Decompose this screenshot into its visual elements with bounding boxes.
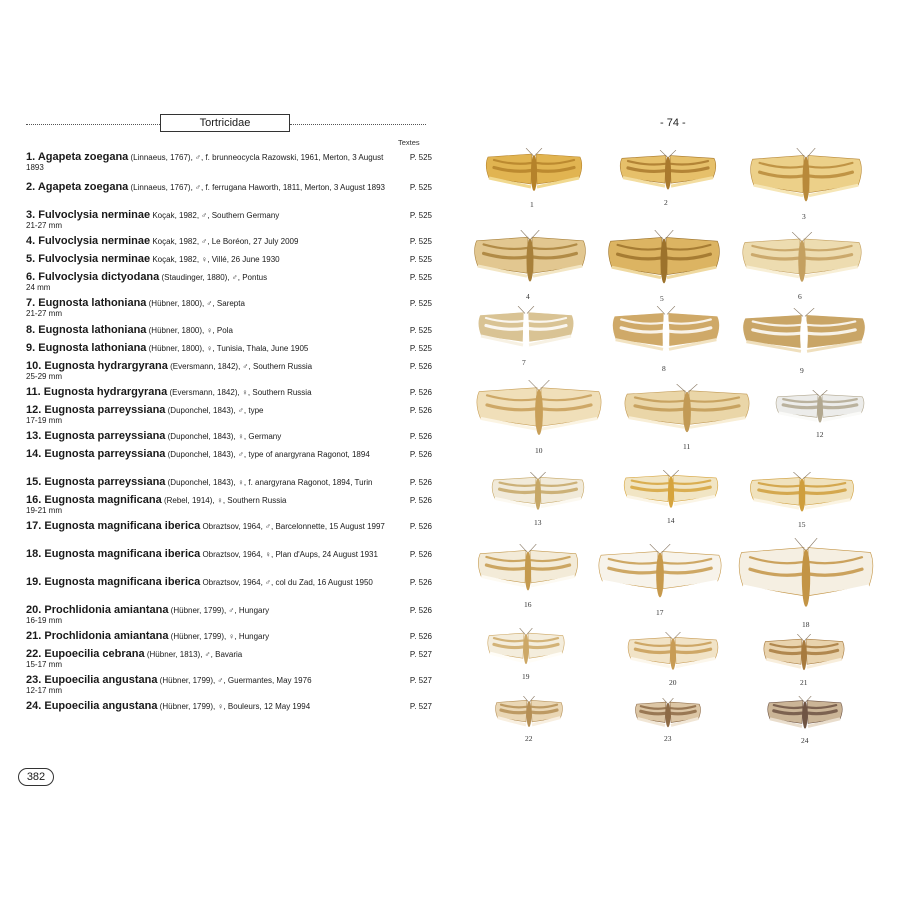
specimen-number: 1 xyxy=(530,200,534,209)
wingspan-text: 25-29 mm xyxy=(26,372,63,381)
entry-details: (Eversmann, 1842), ♀, Southern Russia xyxy=(167,388,312,397)
species-name: Eugnosta parreyssiana xyxy=(44,448,166,460)
entry-text xyxy=(26,449,392,460)
species-name: Eugnosta magnificana iberica xyxy=(44,548,201,560)
specimen-number: 6 xyxy=(798,292,802,301)
species-entry xyxy=(26,343,432,361)
moth-body xyxy=(535,478,541,510)
species-entry xyxy=(26,577,432,605)
entry-details: Koçak, 1982, ♂, Le Boréon, 27 July 2009 xyxy=(150,237,299,246)
moth-body xyxy=(527,238,534,281)
moth-image xyxy=(748,472,856,518)
entry-text xyxy=(26,236,392,247)
page-reference: P. 526 xyxy=(409,406,432,415)
page-reference: P. 525 xyxy=(409,273,432,282)
specimen-number: 17 xyxy=(656,608,664,617)
entry-number: 14. xyxy=(26,448,45,460)
species-name: Agapeta zoegana xyxy=(37,151,129,163)
entry-number: 3. xyxy=(26,209,39,221)
entry-text xyxy=(26,649,392,660)
moth-body xyxy=(799,478,805,511)
moth-specimen xyxy=(622,384,752,454)
species-name: Eugnosta hydrargyrana xyxy=(44,360,168,372)
specimen-number: 3 xyxy=(802,212,806,221)
specimen-number: 14 xyxy=(667,516,675,525)
page-reference: P. 525 xyxy=(409,211,432,220)
moth-body xyxy=(531,155,537,191)
page-reference: P. 526 xyxy=(409,478,432,487)
moth-specimen xyxy=(736,538,876,632)
specimen-number: 7 xyxy=(522,358,526,367)
wingspan-text: 19-21 mm xyxy=(26,506,63,515)
moth-image xyxy=(626,632,720,676)
wingspan-text: 16-19 mm xyxy=(26,616,63,625)
wingspan-text: 24 mm xyxy=(26,283,51,292)
entry-text xyxy=(26,605,392,616)
species-entry xyxy=(26,431,432,449)
moth-body xyxy=(798,240,805,282)
page-reference: P. 525 xyxy=(409,153,432,162)
entry-text xyxy=(26,675,392,686)
moth-body xyxy=(803,701,808,728)
species-name: Eugnosta lathoniana xyxy=(38,297,147,309)
species-entry xyxy=(26,405,432,431)
entry-details: (Linnaeus, 1767), ♂, f. ferrugana Haworth, 1811, Merton, 3 August 1893 xyxy=(128,183,385,192)
species-entry xyxy=(26,495,432,521)
moth-body xyxy=(817,395,823,422)
species-name: Eupoecilia angustana xyxy=(44,700,158,712)
specimen-number: 21 xyxy=(800,678,808,687)
moth-specimen xyxy=(774,390,866,442)
moth-body xyxy=(803,157,810,202)
entry-number: 22. xyxy=(26,648,45,660)
moth-specimen xyxy=(606,230,722,306)
moth-image xyxy=(610,306,722,362)
species-entry xyxy=(26,605,432,631)
moth-specimen xyxy=(486,628,566,684)
entry-details: Koçak, 1982, ♀, Villé, 26 June 1930 xyxy=(150,255,280,264)
entry-text xyxy=(26,254,392,265)
entry-number: 17. xyxy=(26,520,45,532)
species-name: Eugnosta magnificana iberica xyxy=(44,520,201,532)
moth-image xyxy=(740,232,864,290)
moth-image xyxy=(486,628,566,670)
moth-image xyxy=(634,698,702,732)
species-entry xyxy=(26,298,432,325)
moth-specimen xyxy=(490,472,586,530)
entry-number: 19. xyxy=(26,576,45,588)
entry-details: (Hübner, 1813), ♂, Bavaria xyxy=(144,650,243,659)
entry-text xyxy=(26,210,392,221)
entry-text xyxy=(26,549,392,560)
entry-details: (Rebel, 1914), ♀, Southern Russia xyxy=(161,496,287,505)
wingspan-text: 17-19 mm xyxy=(26,416,63,425)
entry-details: (Hübner, 1800), ♀, Pola xyxy=(146,326,233,335)
specimen-number: 5 xyxy=(660,294,664,303)
species-name: Prochlidonia amiantana xyxy=(44,604,169,616)
species-entry xyxy=(26,210,432,236)
moth-image xyxy=(774,390,866,428)
page-number: 382 xyxy=(18,768,54,786)
page-reference: P. 525 xyxy=(409,237,432,246)
species-entry xyxy=(26,521,432,549)
species-entry xyxy=(26,272,432,298)
moth-body xyxy=(666,703,671,727)
entry-number: 1. xyxy=(26,151,38,163)
specimen-number: 15 xyxy=(798,520,806,529)
wingspan-text: 21-27 mm xyxy=(26,221,63,230)
moth-body xyxy=(527,701,532,727)
entry-number: 9. xyxy=(26,342,39,354)
page-reference: P. 525 xyxy=(409,344,432,353)
entry-details: (Duponchel, 1843), ♀, Germany xyxy=(165,432,282,441)
entry-text xyxy=(26,182,392,193)
wingspan-text: 15-17 mm xyxy=(26,660,63,669)
entry-text xyxy=(26,405,392,416)
species-name: Eupoecilia cebrana xyxy=(44,648,145,660)
species-entry xyxy=(26,649,432,675)
entry-details: (Hübner, 1800), ♀, Tunisia, Thala, June 1905 xyxy=(146,344,309,353)
moth-image xyxy=(476,544,580,598)
entry-number: 16. xyxy=(26,494,45,506)
entry-number: 10. xyxy=(26,360,45,372)
moth-image xyxy=(618,150,718,196)
entry-number: 8. xyxy=(26,324,39,336)
entry-number: 24. xyxy=(26,700,45,712)
moth-specimen xyxy=(766,696,844,748)
plate-page xyxy=(450,0,900,900)
entry-details: (Hübner, 1799), ♂, Guermantes, May 1976 xyxy=(157,676,312,685)
entry-text xyxy=(26,521,392,532)
moth-specimen xyxy=(484,148,584,212)
page-reference: P. 526 xyxy=(409,550,432,559)
moth-specimen xyxy=(596,544,724,620)
page-reference: P. 526 xyxy=(409,450,432,459)
specimen-number: 4 xyxy=(526,292,530,301)
specimen-number: 24 xyxy=(801,736,809,745)
species-name: Eugnosta parreyssiana xyxy=(44,404,166,416)
entry-details: (Duponchel, 1843), ♂, type of anargyrana Ragonot, 1894 xyxy=(165,450,370,459)
page-reference: P. 526 xyxy=(409,362,432,371)
moth-image xyxy=(490,472,586,516)
dotted-rule-right xyxy=(290,124,426,125)
specimen-number: 8 xyxy=(662,364,666,373)
moth-body xyxy=(668,476,674,508)
species-name: Fulvoclysia nerminae xyxy=(38,235,151,247)
entry-number: 23. xyxy=(26,674,45,686)
species-entry xyxy=(26,549,432,577)
moth-body xyxy=(661,239,668,284)
specimen-number: 10 xyxy=(535,446,543,455)
entry-number: 13. xyxy=(26,430,45,442)
moth-image xyxy=(736,538,876,618)
moth-specimen xyxy=(476,306,576,370)
page-reference: P. 526 xyxy=(409,388,432,397)
page-reference: P. 525 xyxy=(409,299,432,308)
moth-specimen xyxy=(622,470,720,528)
species-name: Eupoecilia angustana xyxy=(44,674,158,686)
species-entry xyxy=(26,449,432,477)
moth-image xyxy=(596,544,724,606)
entry-details: (Duponchel, 1843), ♂, type xyxy=(165,406,264,415)
moth-body xyxy=(535,389,543,435)
moth-image xyxy=(606,230,722,292)
entry-text xyxy=(26,701,392,712)
entry-text xyxy=(26,495,392,506)
page-reference: P. 526 xyxy=(409,632,432,641)
column-header-textes: Textes xyxy=(398,138,420,147)
entry-text xyxy=(26,361,392,372)
species-name: Eugnosta lathoniana xyxy=(38,324,147,336)
moth-image xyxy=(740,308,868,364)
page-reference: P. 525 xyxy=(409,183,432,192)
entry-details: Obraztsov, 1964, ♂, col du Zad, 16 August 1950 xyxy=(200,578,373,587)
dotted-rule-left xyxy=(26,124,160,125)
entry-text xyxy=(26,577,392,588)
specimen-number: 19 xyxy=(522,672,530,681)
moth-image xyxy=(622,470,720,514)
entry-details: Obraztsov, 1964, ♂, Barcelonnette, 15 August 1997 xyxy=(200,522,385,531)
entry-number: 5. xyxy=(26,253,39,265)
page-reference: P. 526 xyxy=(409,522,432,531)
entry-details: (Duponchel, 1843), ♀, f. anargyrana Ragonot, 1894, Turin xyxy=(165,478,373,487)
moth-image xyxy=(762,634,846,676)
entry-details: (Hübner, 1799), ♀, Bouleurs, 12 May 1994 xyxy=(157,702,311,711)
moth-image xyxy=(622,384,752,440)
entry-text xyxy=(26,387,392,398)
page-reference: P. 527 xyxy=(409,702,432,711)
entry-text xyxy=(26,152,392,173)
species-entry xyxy=(26,361,432,387)
moth-body xyxy=(801,640,806,670)
moth-body xyxy=(525,552,531,591)
specimen-number: 20 xyxy=(669,678,677,687)
moth-image xyxy=(472,230,588,290)
moth-specimen xyxy=(476,544,580,612)
specimen-number: 11 xyxy=(683,442,691,451)
moth-specimen xyxy=(748,472,856,532)
moth-specimen xyxy=(762,634,846,690)
species-entry xyxy=(26,236,432,254)
page-reference: P. 525 xyxy=(409,255,432,264)
entry-text xyxy=(26,272,392,283)
species-name: Agapeta zoegana xyxy=(37,181,129,193)
species-name: Eugnosta parreyssiana xyxy=(44,476,166,488)
specimen-number: 9 xyxy=(800,366,804,375)
moth-body xyxy=(802,549,810,607)
moth-body xyxy=(523,313,529,349)
family-label-box: Tortricidae xyxy=(160,114,290,132)
species-name: Fulvoclysia nerminae xyxy=(38,209,151,221)
species-entry xyxy=(26,387,432,405)
moth-body xyxy=(800,316,808,356)
specimen-number: 18 xyxy=(802,620,810,629)
entry-details: (Hübner, 1800), ♂, Sarepta xyxy=(146,299,245,308)
entry-number: 21. xyxy=(26,630,45,642)
species-list xyxy=(26,152,432,719)
specimen-number: 2 xyxy=(664,198,668,207)
moth-body xyxy=(656,553,664,598)
moth-specimen xyxy=(634,698,702,746)
moth-specimen xyxy=(748,148,864,224)
moth-image xyxy=(494,696,564,732)
moth-specimen xyxy=(618,150,718,210)
entry-number: 15. xyxy=(26,476,45,488)
moth-image xyxy=(476,306,576,356)
left-page xyxy=(0,0,440,900)
page-reference: P. 526 xyxy=(409,496,432,505)
species-entry xyxy=(26,701,432,719)
entry-details: (Linnaeus, 1767), ♂, f. brunneocycla Razowski, 1961, Merton, 3 August 1893 xyxy=(26,153,384,172)
entry-number: 6. xyxy=(26,271,39,283)
entry-number: 18. xyxy=(26,548,45,560)
entry-number: 7. xyxy=(26,297,39,309)
plate-number: - 74 - xyxy=(660,117,686,129)
specimen-number: 13 xyxy=(534,518,542,527)
moth-specimen xyxy=(610,306,722,376)
entry-text xyxy=(26,325,392,336)
specimen-number: 22 xyxy=(525,734,533,743)
entry-text xyxy=(26,631,392,642)
entry-details: Koçak, 1982, ♂, Southern Germany xyxy=(150,211,280,220)
entry-text xyxy=(26,343,392,354)
wingspan-text: 21-27 mm xyxy=(26,309,63,318)
moth-specimen xyxy=(626,632,720,690)
entry-details: (Hübner, 1799), ♀, Hungary xyxy=(168,632,270,641)
moth-image xyxy=(748,148,864,210)
moth-body xyxy=(670,638,676,670)
entry-number: 12. xyxy=(26,404,45,416)
entry-text xyxy=(26,298,392,309)
moth-specimen xyxy=(740,232,864,304)
moth-specimen xyxy=(740,308,868,378)
species-entry xyxy=(26,152,432,182)
entry-text xyxy=(26,477,392,488)
specimen-number: 12 xyxy=(816,430,824,439)
entry-details: (Staudinger, 1880), ♂, Pontus xyxy=(159,273,268,282)
page-reference: P. 526 xyxy=(409,606,432,615)
moth-body xyxy=(663,314,670,354)
entry-number: 4. xyxy=(26,235,39,247)
species-entry xyxy=(26,254,432,272)
species-name: Prochlidonia amiantana xyxy=(44,630,169,642)
moth-specimen xyxy=(474,380,604,458)
species-entry xyxy=(26,477,432,495)
moth-body xyxy=(683,392,691,432)
entry-details: (Eversmann, 1842), ♂, Southern Russia xyxy=(167,362,313,371)
entry-number: 2. xyxy=(26,181,38,193)
wingspan-text: 12-17 mm xyxy=(26,686,63,695)
moth-specimen xyxy=(494,696,564,746)
species-entry xyxy=(26,182,432,210)
entry-details: (Hübner, 1799), ♂, Hungary xyxy=(168,606,270,615)
species-entry xyxy=(26,631,432,649)
specimen-number: 23 xyxy=(664,734,672,743)
moth-image xyxy=(766,696,844,734)
page-reference: P. 526 xyxy=(409,578,432,587)
moth-body xyxy=(665,156,671,189)
moth-image xyxy=(484,148,584,198)
moth-specimen xyxy=(472,230,588,304)
species-name: Eugnosta parreyssiana xyxy=(44,430,166,442)
entry-number: 11. xyxy=(26,386,44,398)
page-reference: P. 525 xyxy=(409,326,432,335)
species-name: Eugnosta hydrargyrana xyxy=(43,386,168,398)
page-reference: P. 526 xyxy=(409,432,432,441)
page-reference: P. 527 xyxy=(409,676,432,685)
species-name: Eugnosta magnificana xyxy=(44,494,162,506)
species-name: Fulvoclysia dictyodana xyxy=(38,271,160,283)
moth-image xyxy=(474,380,604,444)
entry-details: Obraztsov, 1964, ♀, Plan d'Aups, 24 August 1931 xyxy=(200,550,378,559)
specimen-number: 16 xyxy=(524,600,532,609)
moth-body xyxy=(524,634,529,664)
entry-text xyxy=(26,431,392,442)
species-name: Fulvoclysia nerminae xyxy=(38,253,151,265)
page-reference: P. 527 xyxy=(409,650,432,659)
species-entry xyxy=(26,675,432,701)
species-entry xyxy=(26,325,432,343)
species-name: Eugnosta lathoniana xyxy=(38,342,147,354)
species-name: Eugnosta magnificana iberica xyxy=(44,576,201,588)
entry-number: 20. xyxy=(26,604,45,616)
